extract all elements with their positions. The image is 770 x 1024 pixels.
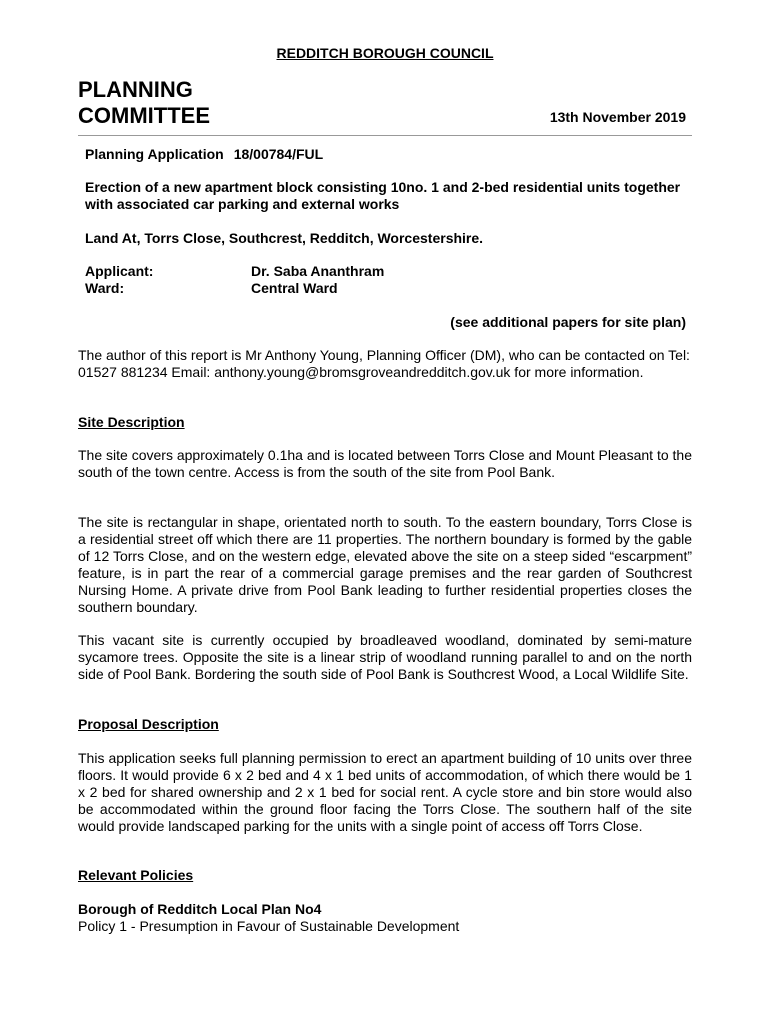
- ward-row: [85, 280, 690, 297]
- applicant-name: Dr. Saba Ananthram: [251, 263, 385, 279]
- applicant-row: [85, 263, 690, 280]
- page-title: [78, 77, 210, 129]
- policy-1: Policy 1 - Presumption in Favour of Sustainable Development: [78, 918, 460, 934]
- ward-name: Central Ward: [251, 280, 338, 296]
- ward-label: Ward:: [85, 280, 125, 296]
- application-ref-label: Planning Application: [85, 146, 224, 162]
- proposal-heading: Proposal Description: [78, 716, 219, 732]
- council-name: REDDITCH BOROUGH COUNCIL: [276, 45, 494, 61]
- relevant-policies-heading: Relevant Policies: [78, 867, 194, 883]
- title-line-2: COMMITTEE: [78, 103, 210, 128]
- proposal-para-1: This application seeks full planning permission to erect an apartment building of 10 units over three floors. It would provide 6 x 2 bed and 4 x 1 bed units of accommodation, of which there would be 1 x 2 bed for shared ownership and 2 x 1 bed for social rent. A cycle store and bin store would also be accommodated within the ground floor facing the Torrs Close. The southern half of the site would provide landscaped parking for the units with a single point of access off Torrs Close.: [78, 750, 692, 834]
- meeting-date: 13th November 2019: [549, 109, 686, 125]
- site-description-para-2: The site is rectangular in shape, orientated north to south. To the eastern boundary, Torrs Close is a residential street off which there are 11 properties. The northern boundary is formed by the gable of 12 Torrs Close, and on the western edge, elevated above the site on a steep sided “escarpment” feature, is in part the rear of a commercial garage premises and the rear garden of Southcrest Nursing Home. A private drive from Pool Bank leading to further residential properties closes the southern boundary.: [78, 514, 692, 615]
- site-description-heading: Site Description: [78, 414, 185, 430]
- site-description-para-1: The site covers approximately 0.1ha and is located between Torrs Close and Mount Pleasant to the south of the town centre. Access is from the south of the site from Pool Bank.: [78, 447, 692, 480]
- application-ref: 18/00784/FUL: [233, 146, 324, 162]
- application-location: Land At, Torrs Close, Southcrest, Redditch, Worcestershire.: [85, 230, 484, 246]
- title-line-1: PLANNING: [78, 77, 193, 102]
- author-note: The author of this report is Mr Anthony Young, Planning Officer (DM), who can be contacted on Tel: 01527 881234 Email: anthony.young@bromsgroveandredditch.gov.uk for more information.: [78, 347, 690, 380]
- header-divider: [78, 135, 692, 136]
- applicant-ward-block: [85, 263, 690, 297]
- site-plan-note: (see additional papers for site plan): [450, 314, 686, 330]
- applicant-label: Applicant:: [85, 263, 154, 279]
- application-reference: [85, 146, 690, 163]
- local-plan-title: Borough of Redditch Local Plan No4: [78, 901, 322, 917]
- site-description-para-3: This vacant site is currently occupied by broadleaved woodland, dominated by semi-mature sycamore trees. Opposite the site is a linear strip of woodland running parallel to and on the north side of Pool Bank. Bordering the south side of Pool Bank is Southcrest Wood, a Local Wildlife Site.: [78, 632, 692, 682]
- application-description: Erection of a new apartment block consisting 10no. 1 and 2-bed residential units together with associated car parking and external works: [85, 179, 681, 212]
